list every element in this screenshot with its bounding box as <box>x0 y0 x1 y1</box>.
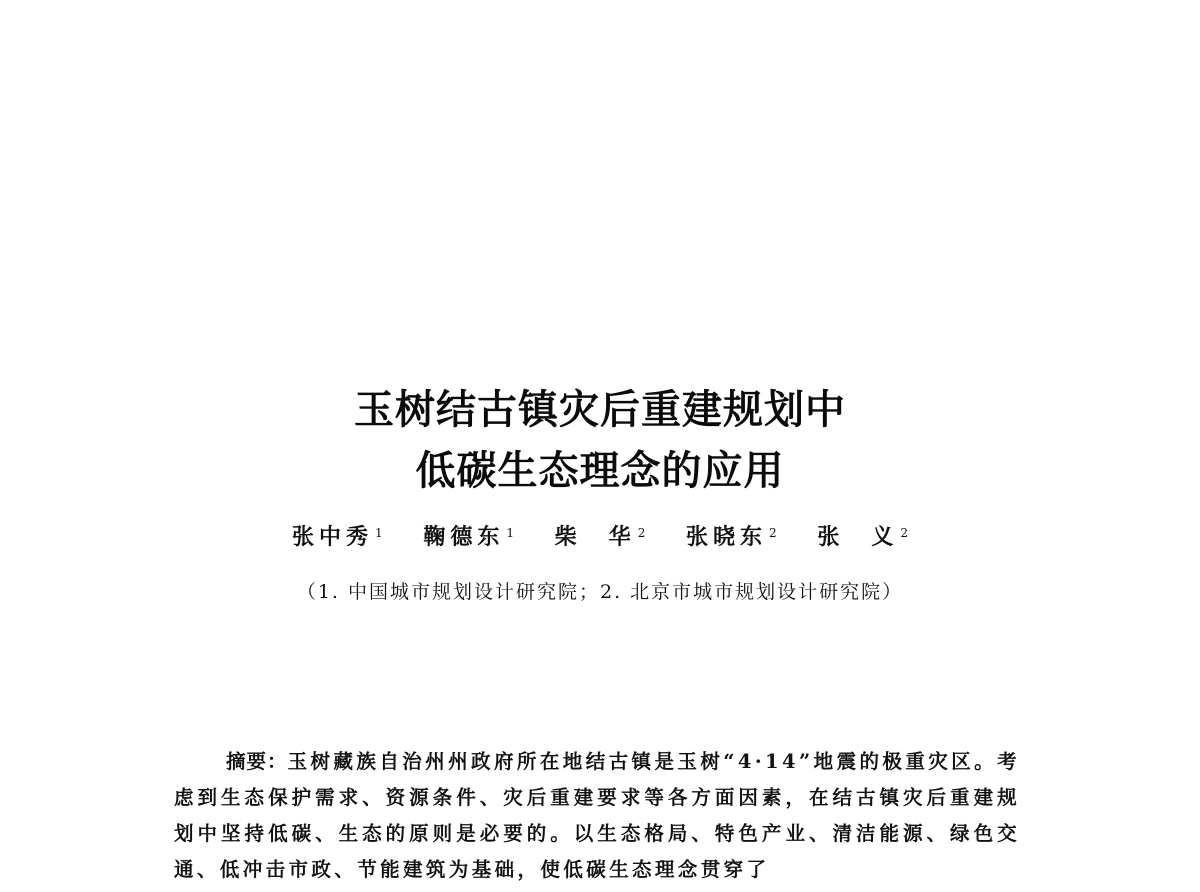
author-affiliation-mark: 1 <box>375 526 383 540</box>
author-name: 张 义 <box>817 524 899 550</box>
paper-title-line-1: 玉树结古镇灾后重建规划中 <box>354 386 846 433</box>
author-affiliation-mark: 1 <box>506 526 514 540</box>
affiliation-line: （1. 中国城市规划设计研究院；2. 北京市城市规划设计研究院） <box>296 581 904 603</box>
paper-title-line-2: 低碳生态理念的应用 <box>415 447 785 494</box>
author <box>292 522 383 552</box>
author <box>686 522 777 552</box>
author <box>423 522 514 552</box>
author-name: 柴 华 <box>554 524 636 550</box>
author-list <box>0 522 1200 552</box>
abstract-label: 摘要： <box>226 750 288 773</box>
author <box>555 522 646 552</box>
author-affiliation-mark: 2 <box>900 526 908 540</box>
author <box>817 522 908 552</box>
abstract-paragraph <box>174 744 1020 888</box>
author-name: 张晓东 <box>686 524 768 550</box>
author-affiliation-mark: 2 <box>637 526 646 540</box>
abstract-text: 玉树藏族自治州州政府所在地结古镇是玉树“4·14”地震的极重灾区。考虑到生态保护需求、资源条件、灾后重建要求等各方面因素，在结古镇灾后重建规划中坚持低碳、生态的原则是必要的。以生态格局、特色产业、清洁能源、绿色交通、低冲击市政、节能建筑为基础，使低碳生态理念贯穿了 <box>174 750 1020 881</box>
author-affiliation-mark: 2 <box>769 526 777 540</box>
author-name: 鞠德东 <box>423 524 505 550</box>
author-name: 张中秀 <box>292 524 374 550</box>
